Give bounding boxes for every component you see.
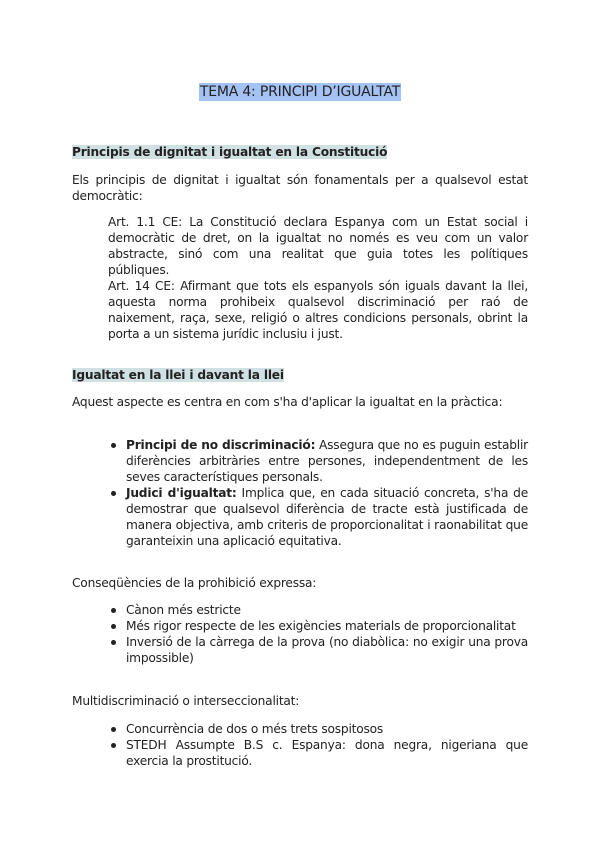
multidiscrimination-list — [72, 721, 528, 769]
list-item: Més rigor respecte de les exigències materials de proporcionalitat — [126, 618, 528, 634]
article-paragraph: Art. 14 CE: Afirmant que tots els espanyols són iguals davant la llei, aquesta norma prohibeix qualsevol discriminació per raó de naixement, raça, sexe, religió o altres condicions personals, obrint la porta a un sistema jurídic inclusiu i just. — [108, 279, 528, 341]
list-item: Principi de no discriminació: Assegura que no es puguin establir diferències arbitràries entre persones, independentment de les seves característiques personals. — [126, 438, 528, 484]
article-paragraph: Art. 1.1 CE: La Constitució declara Espanya com un Estat social i democràtic de dret, on la igualtat no només es veu com un valor abstracte, sinó com una realitat que guia totes les polítiques públiques. — [108, 215, 528, 277]
principles-list — [72, 437, 528, 549]
list-item: Cànon més estricte — [126, 602, 528, 618]
list-item: Inversió de la càrrega de la prova (no diabòlica: no exigir una prova impossible) — [126, 635, 528, 665]
section-intro: Els principis de dignitat i igualtat són fonamentals per a qualsevol estat democràtic: — [72, 173, 528, 203]
document-title: TEMA 4: PRINCIPI D’IGUALTAT — [199, 84, 401, 100]
consequences-label: Conseqüències de la prohibició expressa: — [72, 576, 317, 590]
consequences-list — [72, 602, 528, 666]
list-item: Concurrència de dos o més trets sospitosos — [126, 721, 528, 737]
list-item: Judici d'igualtat: Implica que, en cada situació concreta, s'ha de demostrar que qualsevol diferència de tracte està justificada de manera objectiva, amb criteris de proporcionalitat i raonabilitat que garanteixin una aplicació equitativa. — [126, 486, 528, 548]
multidiscrimination-label: Multidiscriminació o interseccionalitat: — [72, 694, 300, 708]
section-heading-constitution: Principis de dignitat i igualtat en la Constitució — [72, 145, 388, 159]
list-item: STEDH Assumpte B.S c. Espanya: dona negra, nigeriana que exercia la prostitució. — [126, 738, 528, 768]
section-intro: Aquest aspecte es centra en com s'ha d'aplicar la igualtat en la pràctica: — [72, 395, 503, 409]
section-heading-equality-law: Igualtat en la llei i davant la llei — [72, 368, 284, 382]
